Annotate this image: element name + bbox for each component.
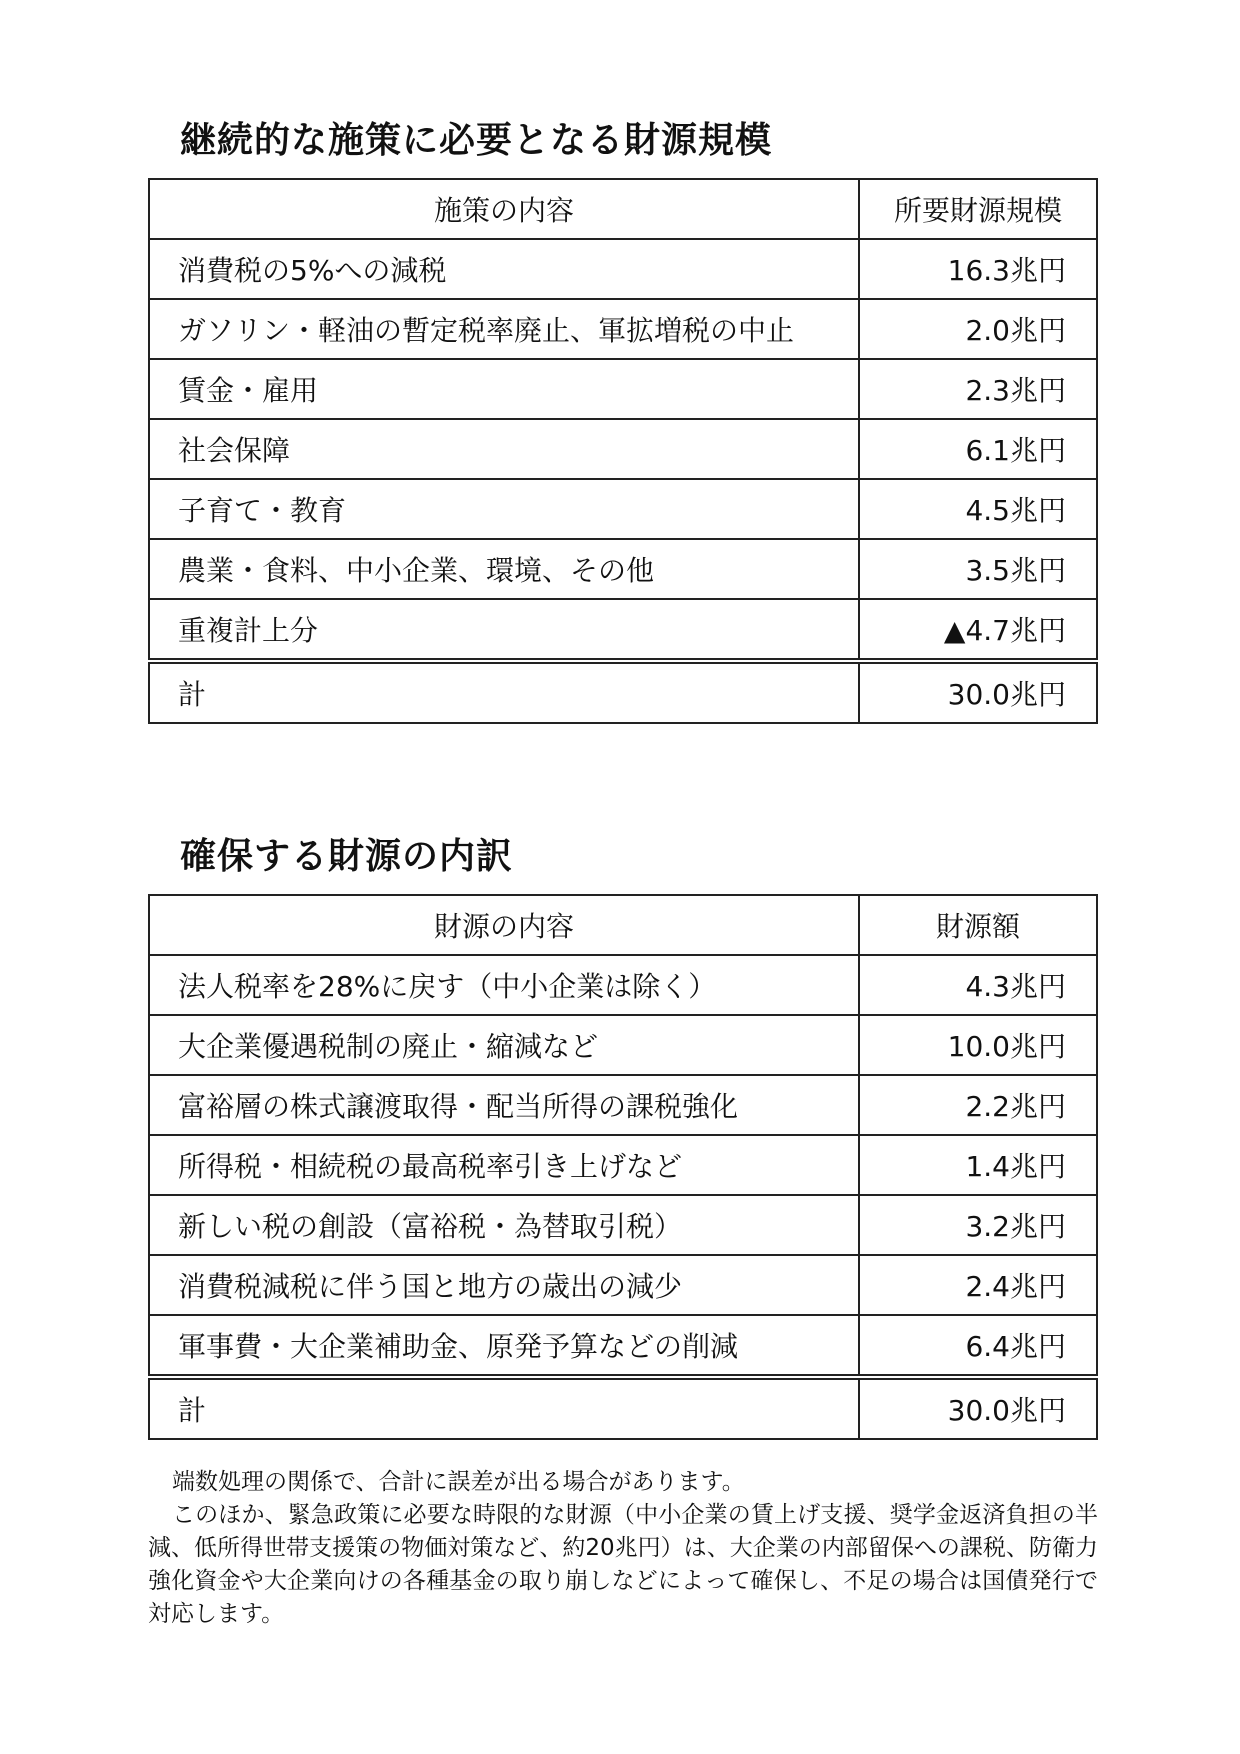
section-title-funding-breakdown: 確保する財源の内訳 bbox=[180, 836, 514, 877]
total-value: 30.0兆円 bbox=[859, 661, 1097, 723]
table-row bbox=[149, 599, 1097, 661]
row-label: 新しい税の創設（富裕税・為替取引税） bbox=[149, 1195, 859, 1255]
table-row bbox=[149, 1195, 1097, 1255]
table-header-row bbox=[149, 179, 1097, 239]
row-label: 法人税率を28%に戻す（中小企業は除く） bbox=[149, 955, 859, 1015]
row-value: 4.5兆円 bbox=[859, 479, 1097, 539]
row-value: 4.3兆円 bbox=[859, 955, 1097, 1015]
column-header-required-amount: 所要財源規模 bbox=[859, 179, 1097, 239]
table-row bbox=[149, 955, 1097, 1015]
footnote-temporary-funding: このほか、緊急政策に必要な時限的な財源（中小企業の賃上げ支援、奨学金返済負担の半減、低所得世帯支援策の物価対策など、約20兆円）は、大企業の内部留保への課税、防衛力強化資金や大企業向けの各種基金の取り崩しなどによって確保し、不足の場合は国債発行で対応します。 bbox=[148, 1502, 1098, 1627]
table-row bbox=[149, 539, 1097, 599]
funding-breakdown-table bbox=[148, 894, 1098, 1440]
row-value: 2.4兆円 bbox=[859, 1255, 1097, 1315]
table-row bbox=[149, 1075, 1097, 1135]
total-row bbox=[149, 661, 1097, 723]
column-header-amount: 財源額 bbox=[859, 895, 1097, 955]
row-value: 16.3兆円 bbox=[859, 239, 1097, 299]
row-label: 子育て・教育 bbox=[149, 479, 859, 539]
footnote-rounding: 端数処理の関係で、合計に誤差が出る場合があります。 bbox=[172, 1469, 745, 1495]
table-row bbox=[149, 1015, 1097, 1075]
total-value: 30.0兆円 bbox=[859, 1377, 1097, 1439]
row-label: 富裕層の株式譲渡取得・配当所得の課税強化 bbox=[149, 1075, 859, 1135]
table-row bbox=[149, 1255, 1097, 1315]
table-row bbox=[149, 359, 1097, 419]
row-label: 軍事費・大企業補助金、原発予算などの削減 bbox=[149, 1315, 859, 1377]
footnote bbox=[148, 1466, 1098, 1631]
row-value: ▲4.7兆円 bbox=[859, 599, 1097, 661]
row-value: 10.0兆円 bbox=[859, 1015, 1097, 1075]
row-value: 2.2兆円 bbox=[859, 1075, 1097, 1135]
row-label: 重複計上分 bbox=[149, 599, 859, 661]
row-value: 2.0兆円 bbox=[859, 299, 1097, 359]
row-value: 1.4兆円 bbox=[859, 1135, 1097, 1195]
row-value: 6.1兆円 bbox=[859, 419, 1097, 479]
row-label: 消費税減税に伴う国と地方の歳出の減少 bbox=[149, 1255, 859, 1315]
row-label: 大企業優遇税制の廃止・縮減など bbox=[149, 1015, 859, 1075]
table-row bbox=[149, 419, 1097, 479]
row-value: 6.4兆円 bbox=[859, 1315, 1097, 1377]
row-label: 所得税・相続税の最高税率引き上げなど bbox=[149, 1135, 859, 1195]
total-label: 計 bbox=[149, 661, 859, 723]
column-header-policy: 施策の内容 bbox=[149, 179, 859, 239]
table-row bbox=[149, 1315, 1097, 1377]
row-value: 3.2兆円 bbox=[859, 1195, 1097, 1255]
table-header-row bbox=[149, 895, 1097, 955]
row-value: 3.5兆円 bbox=[859, 539, 1097, 599]
row-label: 賃金・雇用 bbox=[149, 359, 859, 419]
row-label: ガソリン・軽油の暫定税率廃止、軍拡増税の中止 bbox=[149, 299, 859, 359]
funding-scale-table bbox=[148, 178, 1098, 724]
total-row bbox=[149, 1377, 1097, 1439]
column-header-source: 財源の内容 bbox=[149, 895, 859, 955]
row-label: 消費税の5%への減税 bbox=[149, 239, 859, 299]
section-title-funding-scale: 継続的な施策に必要となる財源規模 bbox=[180, 120, 773, 161]
total-label: 計 bbox=[149, 1377, 859, 1439]
table-row bbox=[149, 299, 1097, 359]
row-label: 農業・食料、中小企業、環境、その他 bbox=[149, 539, 859, 599]
row-value: 2.3兆円 bbox=[859, 359, 1097, 419]
table-row bbox=[149, 239, 1097, 299]
row-label: 社会保障 bbox=[149, 419, 859, 479]
table-row bbox=[149, 479, 1097, 539]
table-row bbox=[149, 1135, 1097, 1195]
